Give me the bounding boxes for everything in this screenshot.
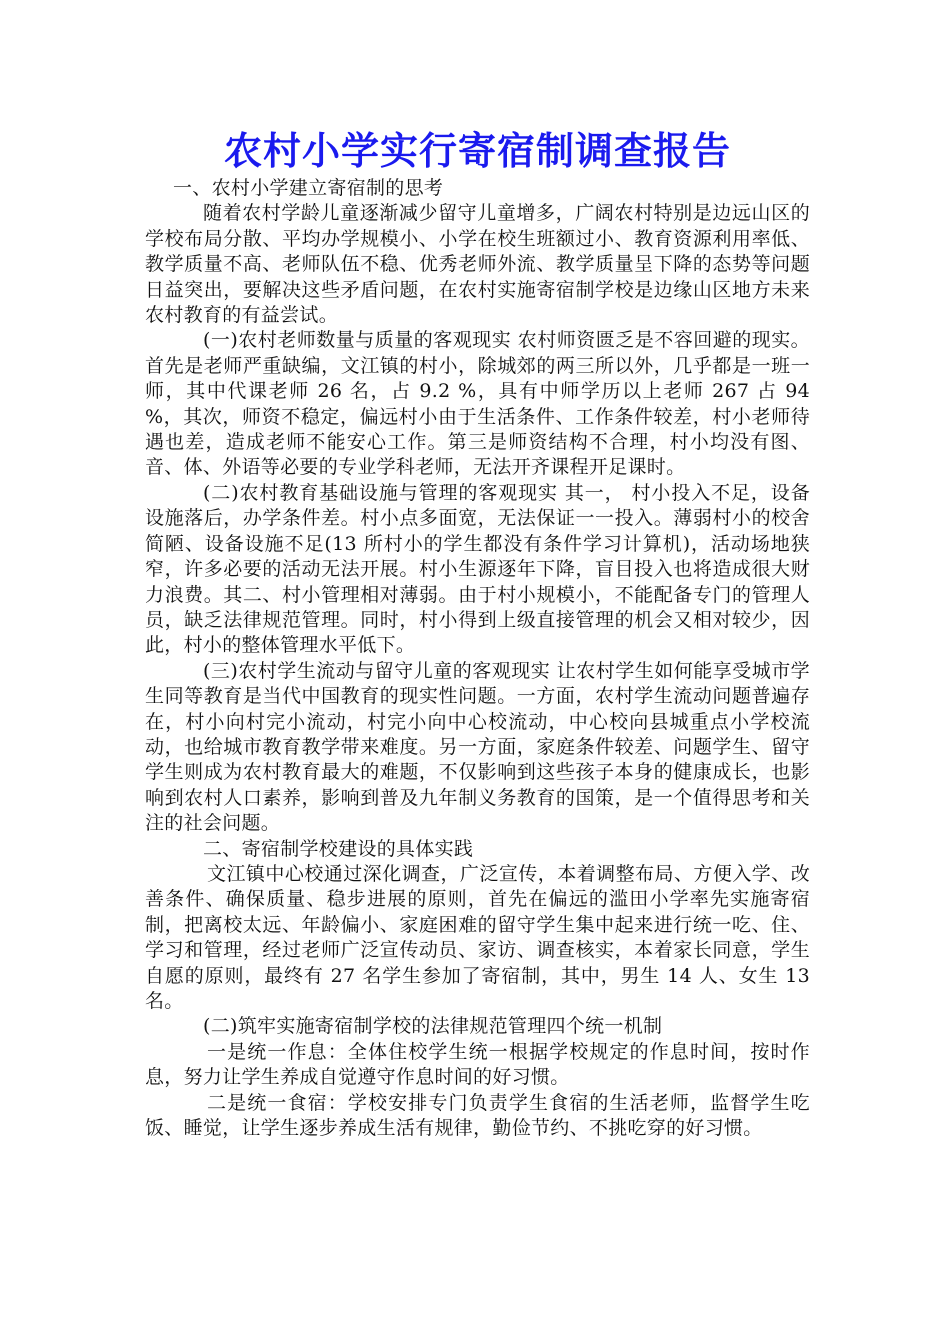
paragraph-student-mobility: (三)农村学生流动与留守儿童的客观现实 让农村学生如何能享受城市学生同等教育是当代中国教育的现实性问题。一方面，农村学生流动问题普遍存在，村小向村完小流动，村完小向中心校流动，中心校向县城重点小学校流动，也给城市教育教学带来难度。另一方面，家庭条件较差、问题学生、留守学生则成为农村教育最大的难题，不仅影响到这些孩子本身的健康成长，也影响到农村人口素养，影响到普及九年制义务教育的国策，是一个值得思考和关注的社会问题。 bbox=[145, 659, 810, 835]
paragraph-intro: 随着农村学龄儿童逐渐减少留守儿童增多，广阔农村特别是边远山区的学校布局分散、平均办学规模小、小学在校生班额过小、教育资源利用率低、教学质量不高、老师队伍不稳、优秀老师外流、教学质量呈下降的态势等问题日益突出，要解决这些矛盾问题，在农村实施寄宿制学校是边缘山区地方未来农村教育的有益尝试。 bbox=[145, 202, 810, 327]
paragraph-practice: 文江镇中心校通过深化调查，广泛宣传，本着调整布局、方便入学、改善条件、确保质量、稳步进展的原则，首先在偏远的滥田小学率先实施寄宿制，把离校太远、年龄偏小、家庭困难的留守学生集中起来进行统一吃、住、学习和管理，经过老师广泛宣传动员、家访、调查核实，本着家长同意，学生自愿的原则，最终有 27 名学生参加了寄宿制，其中，男生 14 人、女生 13 名。 bbox=[145, 862, 810, 1012]
subsection-heading: (二)筑牢实施寄宿制学校的法律规范管理四个统一机制 bbox=[203, 1015, 663, 1038]
paragraph-unified-schedule: 一是统一作息：全体住校学生统一根据学校规定的作息时间，按时作息，努力让学生养成自觉遵守作息时间的好习惯。 bbox=[145, 1040, 810, 1089]
paragraph-infrastructure-reality: (二)农村教育基础设施与管理的客观现实 其一， 村小投入不足，设备设施落后，办学条件差。村小点多面宽，无法保证一一投入。薄弱村小的校舍简陋、设备设施不足(13 所村小的学生都没有条件学习计算机)，活动场地狭窄，许多必要的活动无法开展。村小生源逐年下降，盲目投入也将造成很大财力浪费。其二、村小管理相对薄弱。由于村小规模小，不能配备专门的管理人员，缺乏法律规范管理。同时，村小得到上级直接管理的机会又相对较少，因此，村小的整体管理水平低下。 bbox=[145, 481, 810, 657]
document-title: 农村小学实行寄宿制调查报告 bbox=[223, 128, 731, 173]
section-heading-2: 二、寄宿制学校建设的具体实践 bbox=[203, 837, 474, 860]
section-heading-1: 一、农村小学建立寄宿制的思考 bbox=[173, 177, 444, 199]
paragraph-unified-meals: 二是统一食宿：学校安排专门负责学生食宿的生活老师，监督学生吃饭、睡觉，让学生逐步养成生活有规律，勤俭节约、不挑吃穿的好习惯。 bbox=[145, 1091, 810, 1140]
paragraph-teacher-reality: (一)农村老师数量与质量的客观现实 农村师资匮乏是不容回避的现实。首先是老师严重缺编，文江镇的村小，除城郊的两三所以外，几乎都是一班一师，其中代课老师 26 名，占 9.2 %，具有中师学历以上老师 267 占 94 %，其次，师资不稳定，偏远村小由于生活条件、工作条件较差，村小老师待遇也差，造成老师不能安心工作。第三是师资结构不合理，村小均没有图、音、体、外语等必要的专业学科老师，无法开齐课程开足课时。 bbox=[145, 329, 810, 479]
document-page bbox=[145, 126, 810, 1141]
